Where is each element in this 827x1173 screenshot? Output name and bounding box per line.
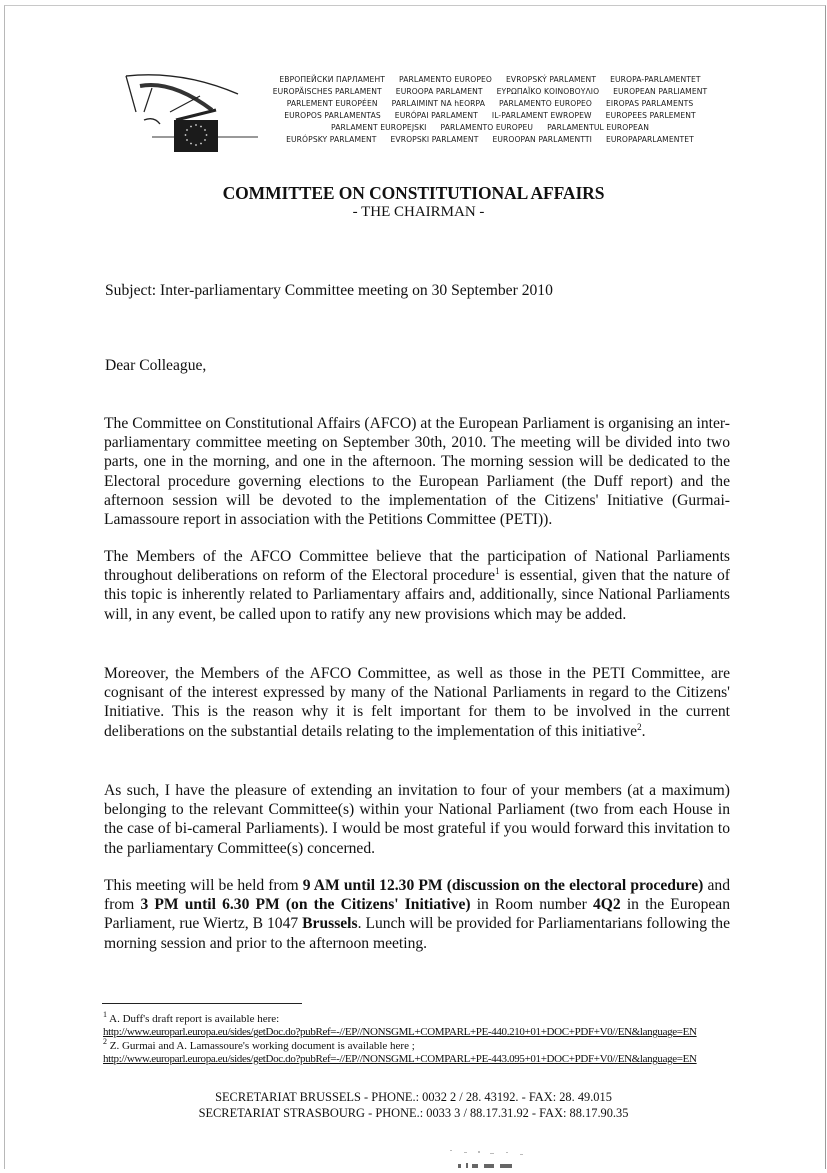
- salutation: Dear Colleague,: [105, 357, 207, 374]
- translation-item: PARLAMENTUL EUROPEAN: [547, 123, 649, 133]
- translation-item: EUROPA-PARLAMENTET: [610, 75, 701, 84]
- translation-item: PARLEMENT EUROPÉEN: [286, 99, 378, 109]
- paragraph-text: in the European Parliament, rue Wiertz, B 1047: [104, 896, 731, 933]
- paragraph-1: The Committee on Constitutional Affairs (AFCO) at the European Parliament is organising an inter-parliamentary committee meeting on September 30th, 2010. The meeting will be divided into two parts, one in the morning, and one in the afternoon. The morning session will be dedicated to the Electoral procedure governing elections to the European Parliament (the Duff report) and the afternoon session will be devoted to the implementation of the Citizens' Initiative (Gurmai-Lamassoure report in association with the Petitions Committee (PETI)).: [104, 415, 730, 529]
- footnote-ref-2[interactable]: 2: [637, 721, 642, 732]
- room-number: 4Q2: [592, 896, 621, 914]
- translation-item: EVROPSKÝ PARLAMENT: [506, 75, 597, 84]
- european-parliament-logo-icon: [112, 68, 272, 158]
- strasbourg-contact: SECRETARIAT STRASBOURG - PHONE.: 0033 3 / 88.17.31.92 - FAX: 88.17.90.35: [198, 1106, 629, 1120]
- translation-line: [250, 134, 730, 146]
- translation-item: EUROPOS PARLAMENTAS: [284, 111, 381, 121]
- translation-item: EVROPSKI PARLAMENT: [390, 135, 479, 145]
- scan-noise: [420, 1148, 560, 1168]
- paragraph-4: As such, I have the pleasure of extending an invitation to four of your members (at a maximum) belonging to the relevant Committee(s) within your National Parliament (two from each House in the case of bi-cameral Parliaments). I would be most grateful if you would forward this invitation to the parliamentary Committee(s) concerned.: [104, 782, 730, 857]
- translation-item: EUROPEAN PARLIAMENT: [613, 87, 708, 97]
- translation-item: PARLAMENTO EUROPEU: [440, 123, 534, 133]
- translation-line: [250, 74, 730, 86]
- translation-item: PARLAMENTO EUROPEO: [499, 99, 593, 109]
- brussels-contact: SECRETARIAT BRUSSELS - PHONE.: 0032 2 / 28. 43192. - FAX: 28. 49.015: [215, 1090, 612, 1104]
- footnote-1: [103, 1010, 753, 1040]
- translation-item: PARLAMENT EUROPEJSKI: [331, 123, 427, 133]
- translation-line: [250, 122, 730, 134]
- translation-item: EUROPEES PARLEMENT: [605, 111, 696, 121]
- paragraph-text: Moreover, the Members of the AFCO Committee, as well as those in the PETI Committee, are cognisant of the interest expressed by many of the National Parliaments in regard to the Citizens' Initiative. This is the reason why it is felt important for them to be involved in the current deliberations on the substantial details relating to the implementation of this initiative: [104, 665, 730, 740]
- footnote-ref-1[interactable]: 1: [495, 566, 500, 577]
- translation-line: [250, 86, 730, 98]
- translation-item: EUROPÄISCHES PARLAMENT: [272, 87, 382, 97]
- footnote-2-link[interactable]: http://www.europarl.europa.eu/sides/getDoc.do?pubRef=-//EP//NONSGML+COMPARL+PE-443.095+01+DOC+PDF+V0//EN&language=EN: [103, 1053, 697, 1066]
- translation-item: EUROOPAN PARLAMENTTI: [492, 135, 592, 145]
- paragraph-text: is essential, given that the nature of this topic is inherently related to Parliamentary affairs and, additionally, since National Parliaments will, in any event, be called upon to ratify any new provisions which may be added.: [104, 567, 730, 623]
- translation-line: [250, 110, 730, 122]
- translation-item: EUROOPA PARLAMENT: [395, 87, 483, 97]
- city: Brussels: [302, 915, 358, 933]
- footnote-number: 1: [103, 1010, 107, 1019]
- translation-item: IL-PARLAMENT EWROPEW: [491, 111, 592, 121]
- paragraph-text: The Members of the AFCO Committee believe that the participation of National Parliaments throughout deliberations on reform of the Electoral procedure: [104, 548, 730, 585]
- translation-line: [250, 98, 730, 110]
- paragraph-2: [104, 547, 730, 624]
- paragraph-text: and from: [104, 877, 730, 914]
- footnotes: [103, 1010, 753, 1067]
- footnote-2: [103, 1036, 753, 1067]
- translation-item: EUROPAPARLAMENTET: [606, 135, 694, 145]
- footnote-1-link[interactable]: http://www.europarl.europa.eu/sides/getDoc.do?pubRef=-//EP//NONSGML+COMPARL+PE-440.210+01+DOC+PDF+V0//EN&language=EN: [103, 1026, 697, 1039]
- paragraph-3: [104, 664, 730, 741]
- translation-item: ΕΥΡΩΠΑΪΚΟ ΚΟΙΝΟΒΟΥΛΙΟ: [496, 87, 600, 97]
- secretariat-contacts: [0, 1089, 827, 1121]
- paragraph-text: . Lunch will be provided for Parliamentarians following the morning session and prior to the afternoon meeting.: [104, 915, 730, 952]
- translation-item: EURÓPAI PARLAMENT: [394, 111, 478, 121]
- paragraph-text: .: [641, 722, 646, 740]
- footnote-text: Z. Gurmai and A. Lamassoure's working document is available here ;: [107, 1039, 415, 1052]
- translation-item: PARLAMENTO EUROPEO: [399, 75, 493, 84]
- chairman-subtitle: - THE CHAIRMAN -: [352, 204, 485, 220]
- parliament-name-translations: [250, 74, 730, 147]
- translation-item: ЕВРОПЕЙСКИ ПАРЛАМЕНТ: [279, 75, 386, 84]
- subject-line: Subject: Inter-parliamentary Committee meeting on 30 September 2010: [105, 282, 553, 299]
- paragraph-text: in Room number: [470, 896, 593, 914]
- paragraph-text: This meeting will be held from: [104, 877, 303, 894]
- afternoon-session-time: 3 PM until 6.30 PM (on the Citizens' Initiative): [140, 896, 471, 914]
- paragraph-5: [104, 876, 730, 953]
- translation-item: PARLAIMINT NA hEORPA: [391, 99, 486, 109]
- translation-item: EURÓPSKY PARLAMENT: [286, 135, 377, 145]
- translation-item: EIROPAS PARLAMENTS: [606, 99, 694, 109]
- footnote-number: 2: [103, 1036, 107, 1046]
- footnote-divider: [102, 1003, 302, 1004]
- morning-session-time: 9 AM until 12.30 PM (discussion on the electoral procedure): [302, 877, 704, 894]
- footnote-text: A. Duff's draft report is available here:: [107, 1013, 280, 1025]
- committee-title: COMMITTEE ON CONSTITUTIONAL AFFAIRS: [222, 183, 605, 203]
